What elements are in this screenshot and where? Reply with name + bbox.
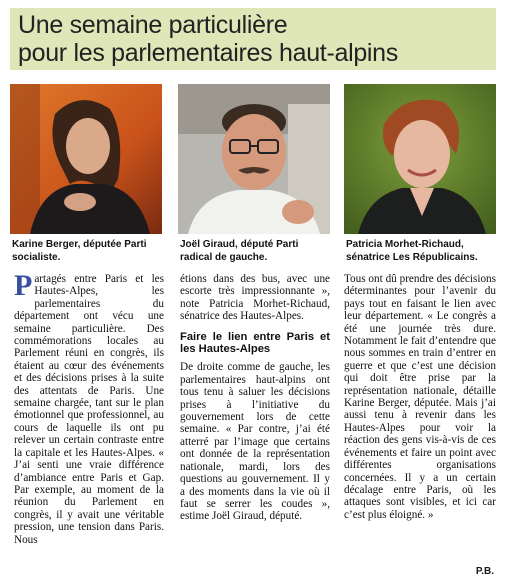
photo-caption-2: Joël Giraud, député Parti radical de gauche.	[180, 239, 299, 263]
paragraph-text: artagés entre Paris et les Hautes-Alpes, les parlementaires du département ont vécu une semaine particulière. Des commémorations locales au Parlement réuni en congrès, ils étaient au cœur des événements et des décisions prises à la suite des attentats de Paris. Une semaine chargée, tant sur le plan émotionnel que professionnel, au cours de laquelle ils ont pu relever un certain contraste entre la capitale et les Hautes-Alpes. « J’ai senti une vraie différence d’ambiance entre Paris et Gap. Par exemple, au moment de la réunion du Parlement en congrès, il y avait une véritable pression, une tension dans Paris. Nous	[14, 273, 164, 546]
article-paragraph: étions dans des bus, avec une escorte très impressionnante », note Patricia Morhet-Richaud, sénatrice des Hautes-Alpes.	[180, 273, 330, 323]
article-column-1	[14, 269, 164, 546]
dropcap: P	[14, 269, 33, 302]
article-paragraph: Tous ont dû prendre des décisions déterminantes pour l’avenir du pays tout en faisant le lien avec leur département. « Le congrès a été une journée très dure. Notamment le fait d’entendre que nous sommes en train d’entrer en guerre et que c’est une décision qui doit être prise par la représentation nationale, détaille Karine Berger, députée. Mais j’ai aussi tenu à revenir dans les Hautes-Alpes pour voir la réaction des gens vis-à-vis de ces événements et faire un point avec différentes organisations concernées. Il y a un certain décalage entre Paris, où les attaques sont visibles, et ici car c’est plus éloigné. »	[344, 273, 496, 521]
photo-joel-giraud	[178, 84, 330, 234]
photo-caption-1: Karine Berger, députée Parti socialiste.	[12, 239, 147, 263]
photo-patricia-morhet-richaud	[344, 84, 496, 234]
article-paragraph: De droite comme de gauche, les parlementaires haut-alpins ont tous tenu à saluer les décisions prises à l’initiative du gouvernement lors de cette semaine. « Par contre, j’ai été atterré par l’image que certains ont donnée de la représentation nationale, mardi, lors des questions au gouvernement. Il y a des moments dans la vie où il faut se serrer les coudes », estime Joël Giraud, député.	[180, 361, 330, 523]
article-column-3	[344, 273, 496, 521]
photo-karine-berger	[10, 84, 162, 234]
article-paragraph	[14, 269, 164, 546]
headline-line-1: Une semaine particulière	[18, 11, 288, 39]
author-signature: P.B.	[475, 566, 494, 577]
headline-line-2: pour les parlementaires haut-alpins	[18, 39, 398, 67]
headline-banner	[10, 8, 496, 70]
photo-caption-3: Patricia Morhet-Richaud, sénatrice Les Républicains.	[346, 239, 478, 263]
section-subhead: Faire le lien entre Paris et les Hautes-Alpes	[180, 330, 330, 356]
article-column-2	[180, 273, 330, 523]
